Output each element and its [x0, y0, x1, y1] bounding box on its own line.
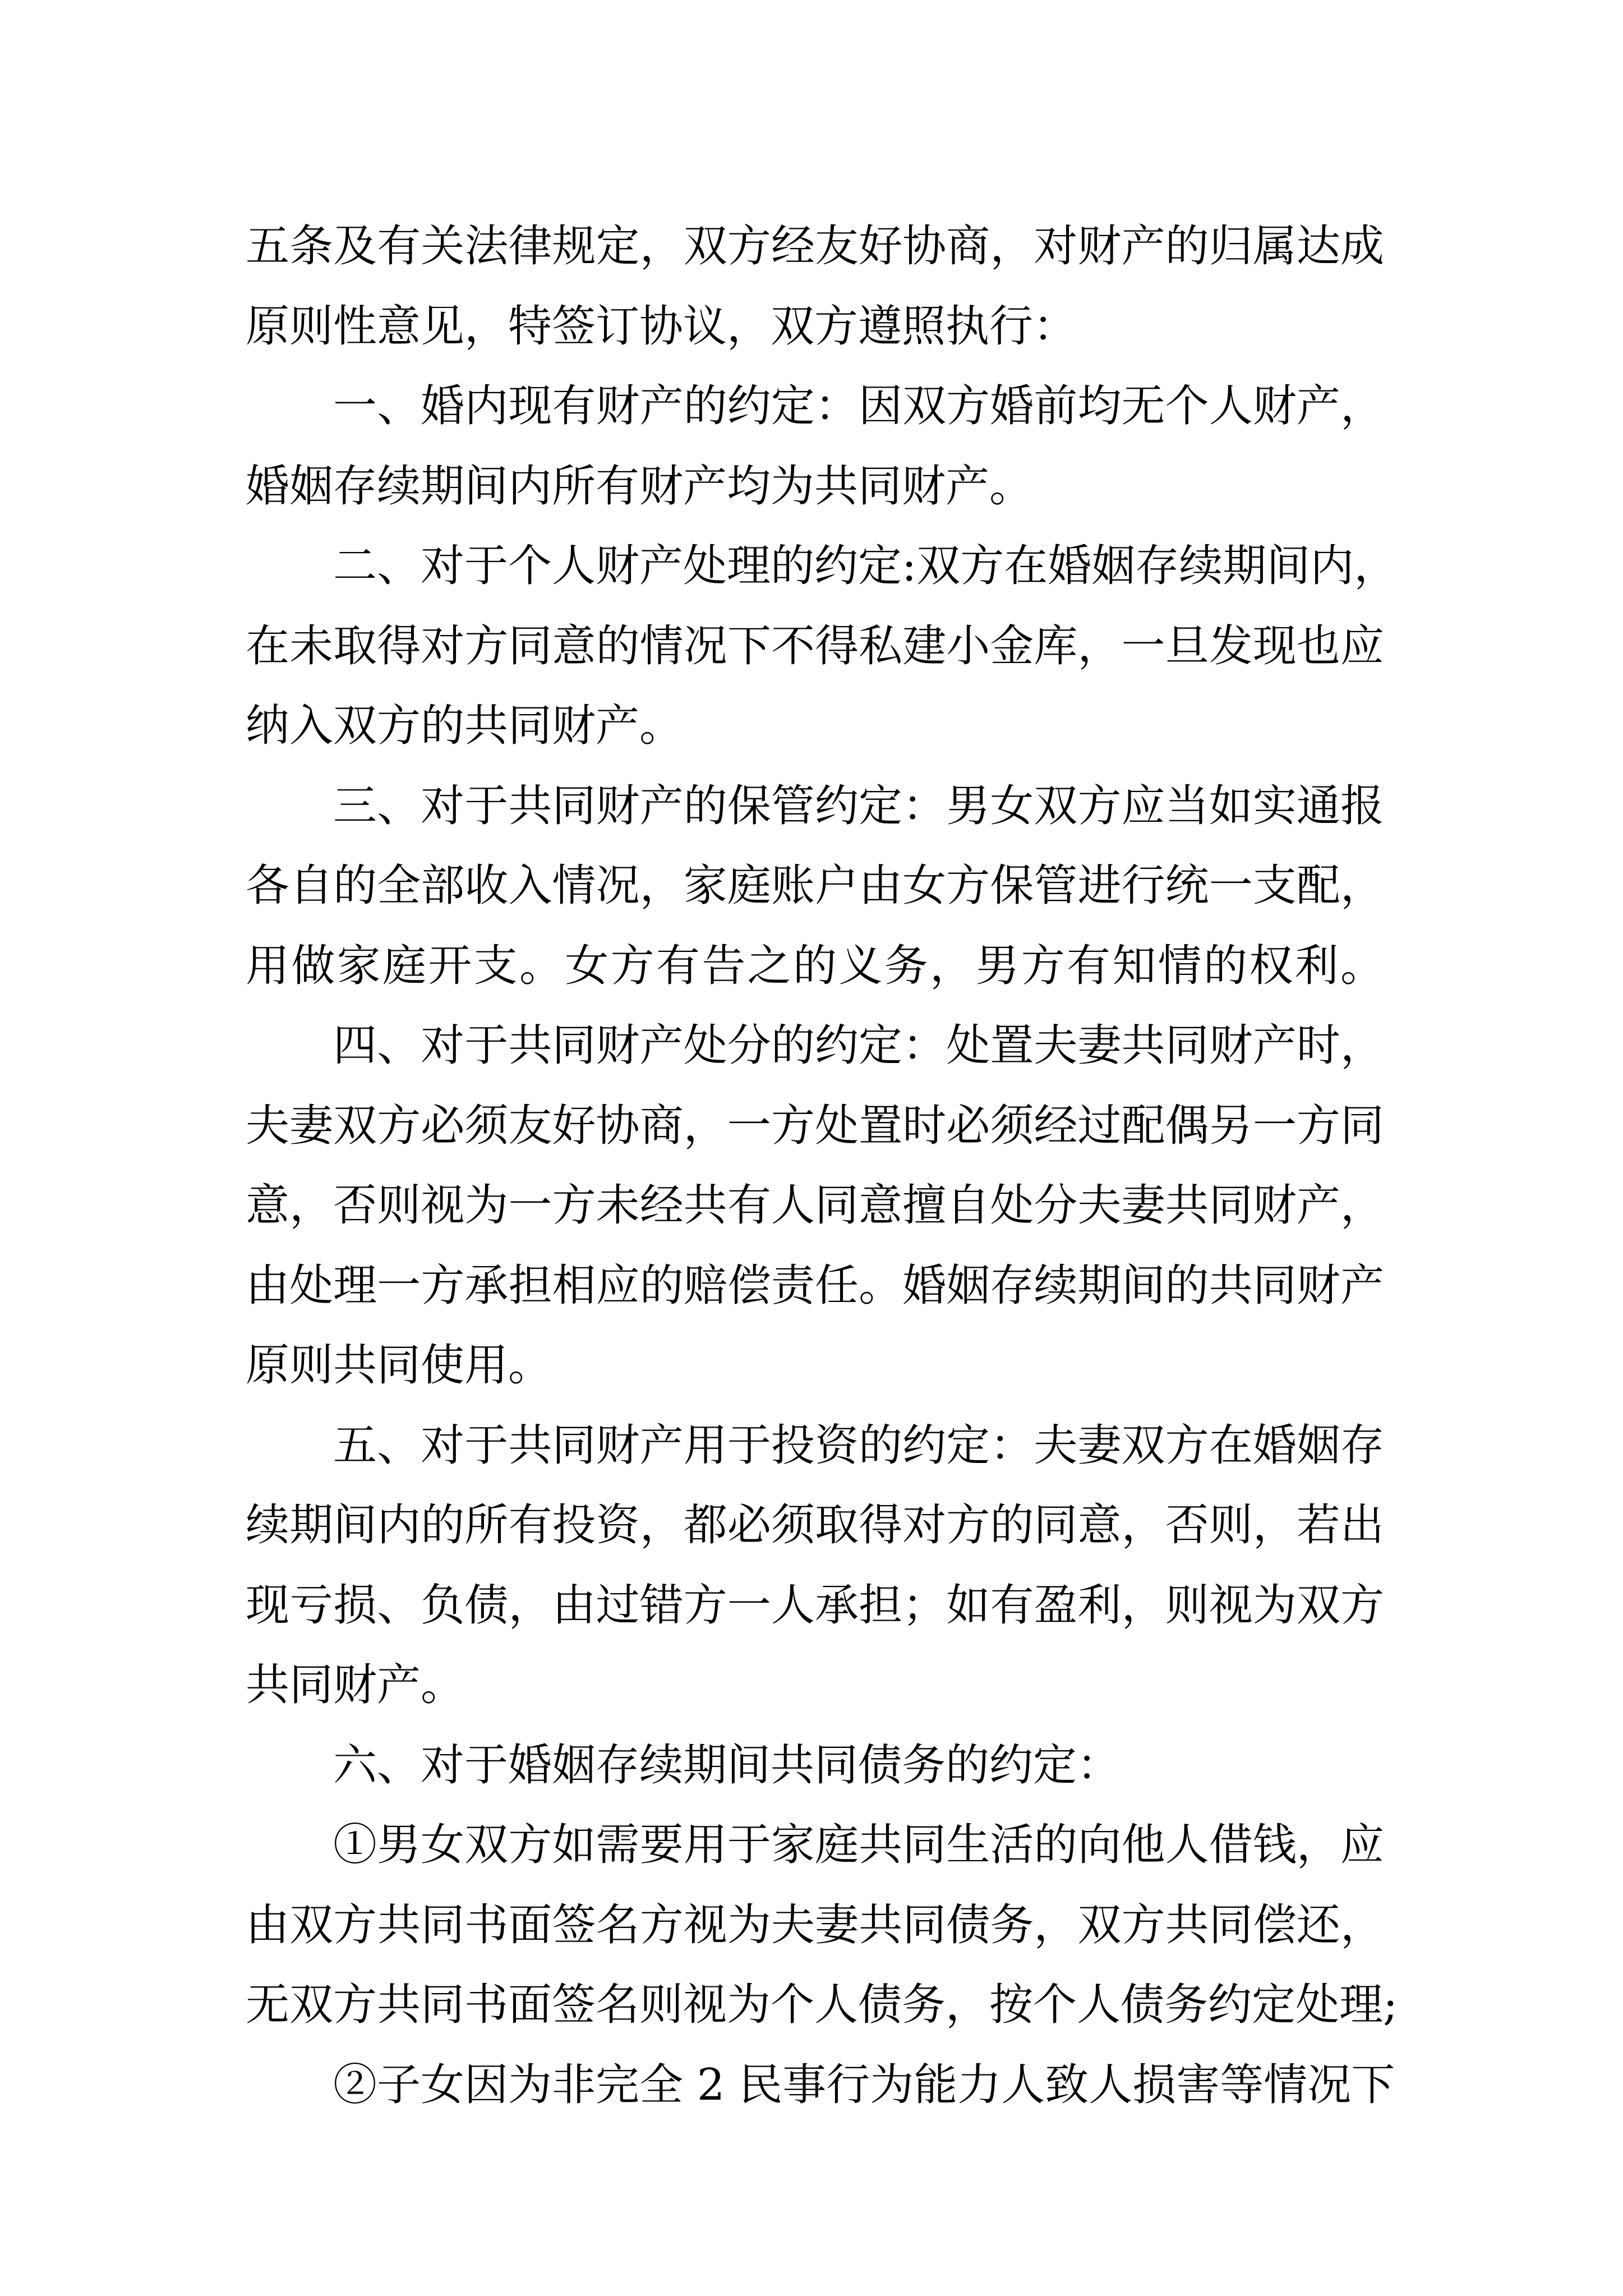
- text-line: 六、对于婚姻存续期间共同债务的约定：: [333, 1740, 1121, 1791]
- text-line: 夫妻双方必须友好协商，一方处置时必须经过配偶另一方同: [246, 1100, 1384, 1151]
- text-line: 原则共同使用。: [246, 1340, 552, 1391]
- text-line: 二、对于个人财产处理的约定:双方在婚姻存续期间内，: [333, 541, 1398, 591]
- text-line: 无双方共同书面签名则视为个人债务，按个人债务约定处理;: [246, 1980, 1398, 2030]
- text-line: 在未取得对方同意的情况下不得私建小金库，一旦发现也应: [246, 620, 1384, 671]
- text-line: 共同财产。: [246, 1660, 465, 1710]
- text-line: 现亏损、负债，由过错方一人承担；如有盈利，则视为双方: [246, 1580, 1384, 1631]
- text-line: 三、对于共同财产的保管约定：男女双方应当如实通报: [333, 780, 1384, 831]
- text-line: 用做家庭开支。女方有告之的义务，男方有知情的权利。: [246, 940, 1384, 991]
- text-line: 一、婚内现有财产的约定：因双方婚前均无个人财产，: [333, 381, 1384, 431]
- text-line: 四、对于共同财产处分的约定：处置夫妻共同财产时，: [333, 1020, 1384, 1071]
- text-line: 纳入双方的共同财产。: [246, 701, 684, 751]
- text-line: 由处理一方承担相应的赔偿责任。婚姻存续期间的共同财产: [246, 1260, 1384, 1311]
- text-line: 五、对于共同财产用于投资的约定：夫妻双方在婚姻存: [333, 1420, 1384, 1471]
- text-line: 五条及有关法律规定，双方经友好协商，对财产的归属达成: [246, 221, 1384, 272]
- text-line: 各自的全部收入情况，家庭账户由女方保管进行统一支配，: [246, 861, 1384, 911]
- text-line: 由双方共同书面签名方视为夫妻共同债务，双方共同偿还，: [246, 1899, 1384, 1950]
- text-line: ②子女因为非完全 2 民事行为能力人致人损害等情况下: [333, 2059, 1395, 2110]
- document-body: [246, 206, 1398, 2125]
- text-line: 意，否则视为一方未经共有人同意擅自处分夫妻共同财产，: [246, 1180, 1384, 1231]
- text-line: 续期间内的所有投资，都必须取得对方的同意，否则，若出: [246, 1500, 1384, 1550]
- text-line: ①男女双方如需要用于家庭共同生活的向他人借钱，应: [333, 1820, 1384, 1870]
- text-line: 原则性意见，特签订协议，双方遵照执行：: [246, 301, 1077, 352]
- text-line: 婚姻存续期间内所有财产均为共同财产。: [246, 461, 1034, 512]
